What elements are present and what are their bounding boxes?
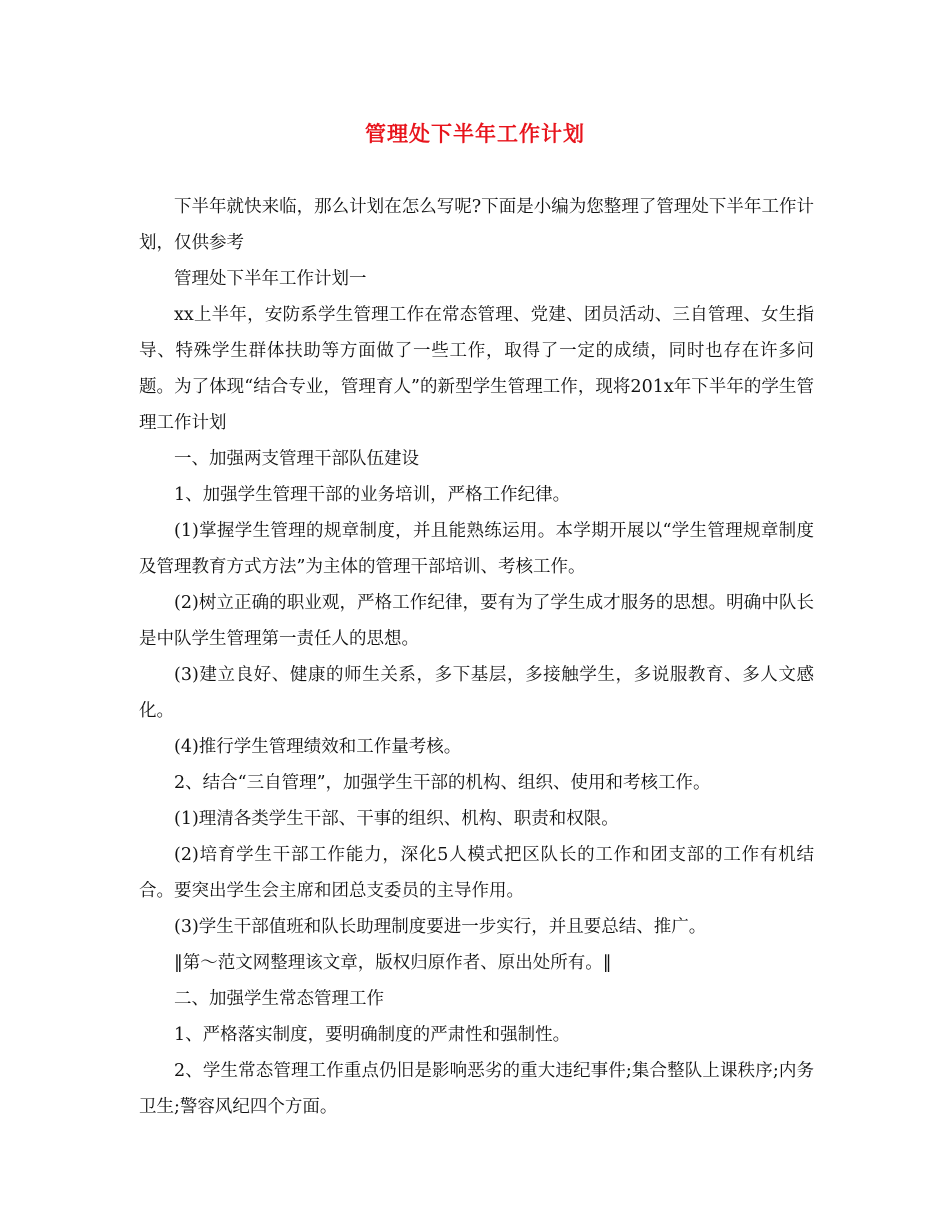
paragraph: (1)理清各类学生干部、干事的组织、机构、职责和权限。 xyxy=(174,809,619,829)
paragraph: (2)树立正确的职业观，严格工作纪律，要有为了学生成才服务的思想。明确中队长是中队学生管理第一责任人的思想。 xyxy=(139,593,814,649)
paragraph: 一、加强两支管理干部队伍建设 xyxy=(174,449,419,469)
paragraph: 2、结合“三自管理”，加强学生干部的机构、组织、使用和考核工作。 xyxy=(174,773,711,793)
paragraph: (1)掌握学生管理的规章制度，并且能熟练运用。本学期开展以“学生管理规章制度及管理教育方式方法”为主体的管理干部培训、考核工作。 xyxy=(139,521,814,577)
paragraph: xx上半年，安防系学生管理工作在常态管理、党建、团员活动、三自管理、女生指导、特殊学生群体扶助等方面做了一些工作，取得了一定的成绩，同时也存在许多问题。为了体现“结合专业，管理育人”的新型学生管理工作，现将201x年下半年的学生管理工作计划 xyxy=(139,305,814,433)
paragraph: 1、严格落实制度，要明确制度的严肃性和强制性。 xyxy=(174,1025,571,1045)
paragraph: (3)建立良好、健康的师生关系，多下基层，多接触学生，多说服教育、多人文感化。 xyxy=(139,665,814,721)
paragraph: (4)推行学生管理绩效和工作量考核。 xyxy=(174,737,462,757)
document-body xyxy=(139,189,814,1125)
document-title: 管理处下半年工作计划 xyxy=(365,121,585,146)
paragraph: 下半年就快来临，那么计划在怎么写呢?下面是小编为您整理了管理处下半年工作计划，仅供参考 xyxy=(139,197,814,253)
paragraph: (3)学生干部值班和队长助理制度要进一步实行，并且要总结、推广。 xyxy=(174,917,707,937)
paragraph: (2)培育学生干部工作能力，深化5人模式把区队长的工作和团支部的工作有机结合。要突出学生会主席和团总支委员的主导作用。 xyxy=(139,845,814,901)
paragraph: 二、加强学生常态管理工作 xyxy=(174,989,384,1009)
copyright-notice: ‖第～范文网整理该文章，版权归原作者、原出处所有。‖ xyxy=(174,953,612,973)
paragraph: 1、加强学生管理干部的业务培训，严格工作纪律。 xyxy=(174,485,571,505)
paragraph: 管理处下半年工作计划一 xyxy=(174,269,367,289)
paragraph: 2、学生常态管理工作重点仍旧是影响恶劣的重大违纪事件;集合整队上课秩序;内务卫生;警容风纪四个方面。 xyxy=(139,1061,814,1117)
